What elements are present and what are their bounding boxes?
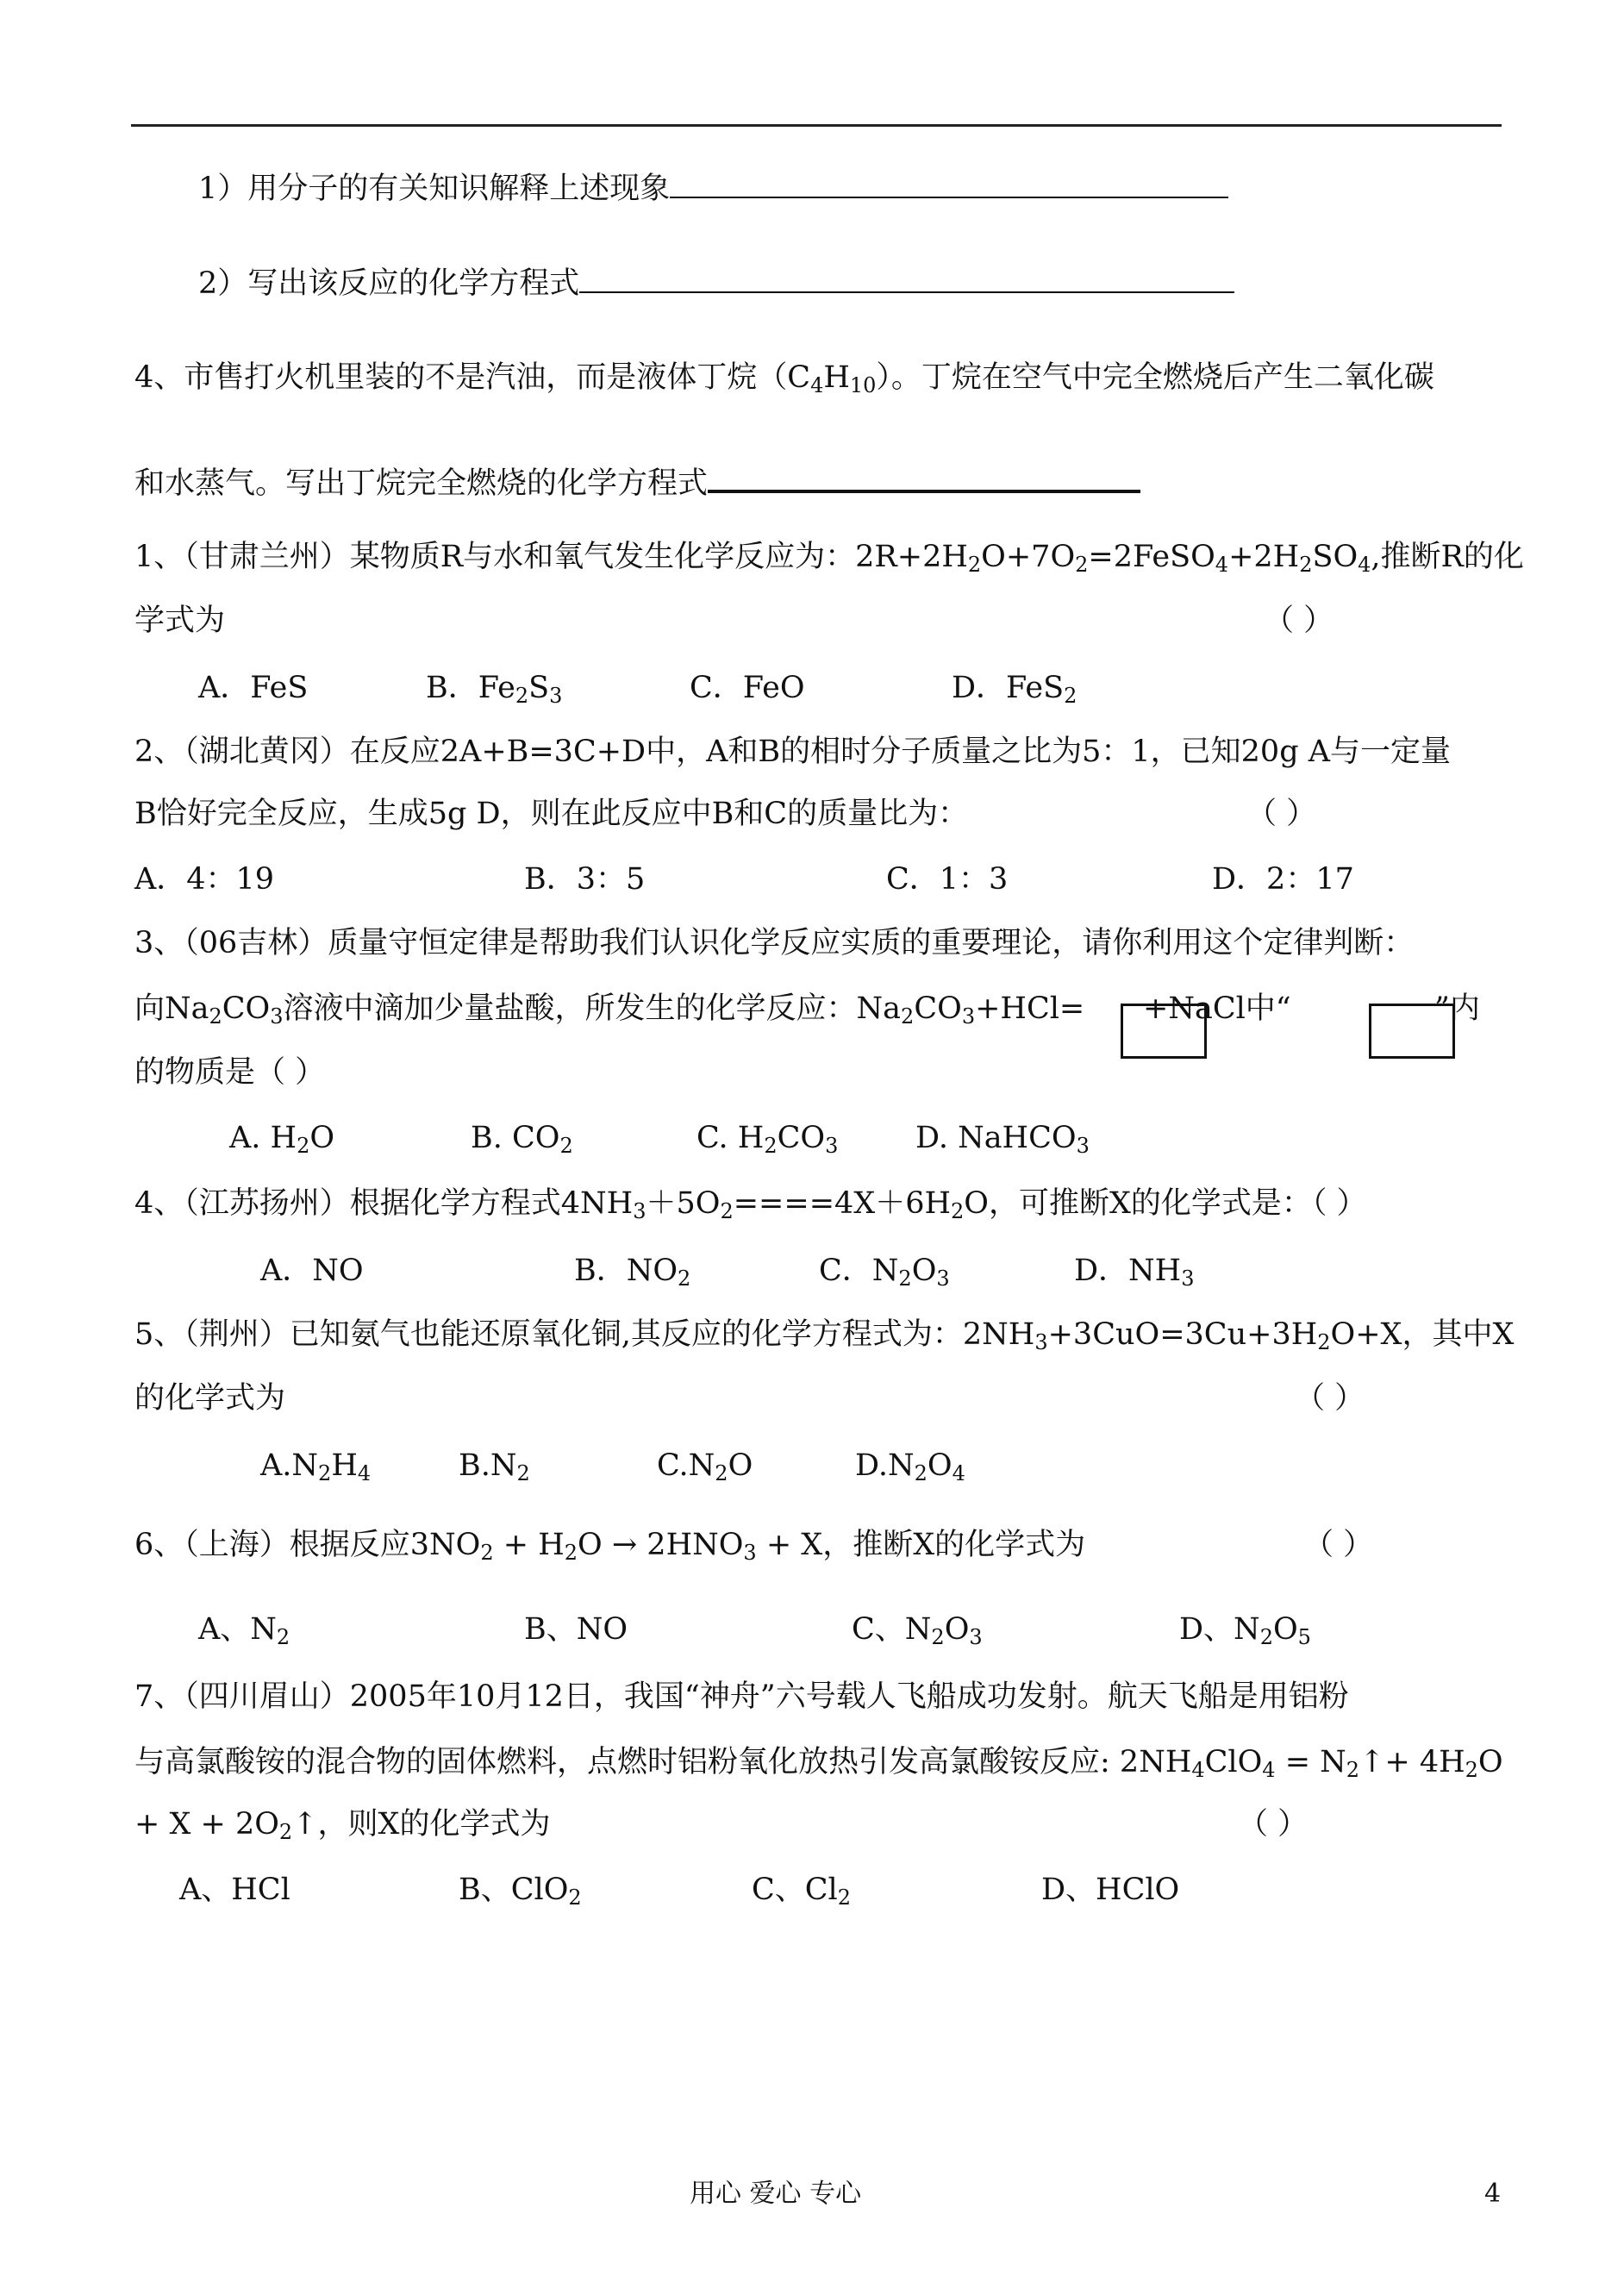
q7-line3: + $X + 2O_2↑$，则X的化学式为 — [134, 1807, 551, 1844]
answer-blank[interactable] — [579, 260, 1234, 293]
q3-line2-left: 向$Na_2CO_3$溶液中滴加少量盐酸，所发生的化学反应：$Na_2CO_3+HCl=$ — [134, 991, 1085, 1029]
q3-line3: 的物质是（ ） — [134, 1055, 326, 1090]
q4-option-a[interactable]: A．NO — [260, 1254, 364, 1288]
q2-option-d[interactable]: D．2：17 — [1212, 862, 1354, 897]
q2-option-a[interactable]: A．4：19 — [134, 862, 275, 897]
q5-option-b[interactable]: $B.N_2$ — [459, 1448, 530, 1485]
q3-line2-end: ”内 — [1434, 991, 1480, 1026]
page-number: 4 — [1484, 2179, 1502, 2209]
q5-line1: 5、（荆州）已知氨气也能还原氧化铜,其反应的化学方程式为：$2NH_3+3CuO=3Cu+3H_2O+X$，其中X — [134, 1317, 1515, 1354]
q6-option-c[interactable]: C、$N_2O_3$ — [852, 1612, 983, 1649]
q6-option-b[interactable]: B、NO — [524, 1612, 628, 1647]
q5-option-c[interactable]: $C.N_2O$ — [657, 1448, 753, 1485]
q1-answer-paren[interactable]: （ ） — [1264, 603, 1334, 638]
q7-line1: 7、（四川眉山）2005年10月12日，我国“神舟”六号载人飞船成功发射。航天飞船是用铝粉 — [134, 1679, 1349, 1714]
q4-line1: 4、（江苏扬州）根据化学方程式$4NH_3+5O_2====4X+6H_2O$，可推断X的化学式是：（ ） — [134, 1186, 1367, 1223]
q7-option-d[interactable]: D、HClO — [1041, 1873, 1180, 1907]
q3-option-c[interactable]: C. $H_2CO_3$ — [696, 1121, 839, 1158]
q6-answer-paren[interactable]: （ ） — [1303, 1528, 1374, 1562]
q5-option-a[interactable]: $A.N_2H_4$ — [260, 1448, 372, 1485]
q7-option-c[interactable]: C、$Cl_2$ — [752, 1873, 852, 1910]
q7-option-b[interactable]: B、ClO$_2$ — [459, 1873, 582, 1910]
footer-motto: 用心 爱心 专心 — [690, 2179, 862, 2209]
q1-option-b[interactable]: B．$Fe_2S_3$ — [426, 671, 563, 708]
q3-option-b[interactable]: B. $CO_2$ — [471, 1121, 573, 1158]
q5-answer-paren[interactable]: （ ） — [1295, 1381, 1365, 1416]
q1-option-a[interactable]: A．FeS — [198, 671, 309, 705]
q4-option-c[interactable]: C．$N_2O_3$ — [819, 1254, 950, 1291]
q1-line2: 学式为 — [134, 603, 226, 638]
answer-blank[interactable] — [708, 459, 1140, 493]
q2-option-b[interactable]: B．3：5 — [524, 862, 646, 897]
q2-line2: B恰好完全反应，生成5g D，则在此反应中B和C的质量比为： — [134, 797, 969, 831]
butane-question-line1: 4、市售打火机里装的不是汽油，而是液体丁烷$(C_4H_{10})$。丁烷在空气中完全燃烧后产生二氧化碳 — [134, 360, 1434, 397]
q2-option-c[interactable]: C．1：3 — [886, 862, 1009, 897]
q1-line1: 1、（甘肃兰州）某物质R与水和氧气发生化学反应为：$2R+2H_2O+7O_2=2FeSO_4+2H_2SO_4$,推断R的化 — [134, 540, 1524, 577]
q3-line2-right: +NaCl中“ — [1143, 991, 1291, 1026]
q1-option-d[interactable]: D．FeS$_2$ — [952, 671, 1077, 708]
sub-question-2: 2）写出该反应的化学方程式 — [198, 260, 1234, 303]
q6-line1: 6、（上海）根据反应$3NO_2 + H_2O \to 2HNO_3 + X$，推断X的化学式为 — [134, 1528, 1086, 1565]
answer-blank[interactable] — [670, 166, 1228, 198]
q3-option-d[interactable]: D. NaHCO$_3$ — [915, 1121, 1090, 1158]
q4-option-b[interactable]: B．$NO_2$ — [574, 1254, 691, 1291]
q7-option-a[interactable]: A、HCl — [179, 1873, 290, 1907]
q7-line2: 与高氯酸铵的混合物的固体燃料，点燃时铝粉氧化放热引发高氯酸铵反应: $2NH_4ClO_4$ = $N_2↑+ 4H_2O$ — [134, 1745, 1503, 1782]
q6-option-d[interactable]: D、$N_2O_5$ — [1179, 1612, 1311, 1649]
q4-option-d[interactable]: D．$NH_3$ — [1074, 1254, 1195, 1291]
q2-line1: 2、（湖北黄冈）在反应2A+B=3C+D中，A和B的相时分子质量之比为5：1，已知20g A与一定量 — [134, 735, 1451, 769]
answer-box[interactable] — [1121, 1004, 1207, 1059]
butane-question-line2: 和水蒸气。写出丁烷完全燃烧的化学方程式 — [134, 459, 1140, 503]
sub-question-1: 1）用分子的有关知识解释上述现象 — [198, 166, 1228, 208]
answer-box-quoted[interactable] — [1369, 1004, 1455, 1059]
header-rule — [131, 124, 1502, 127]
q2-answer-paren[interactable]: （ ） — [1246, 797, 1317, 831]
q7-answer-paren[interactable]: （ ） — [1238, 1807, 1309, 1842]
q5-line2: 的化学式为 — [134, 1381, 286, 1416]
q3-option-a[interactable]: A. $H_2O$ — [229, 1121, 335, 1158]
q5-option-d[interactable]: $D.N_2O_4$ — [855, 1448, 965, 1485]
q6-option-a[interactable]: A、$N_2$ — [198, 1612, 290, 1649]
q3-line1: 3、（06吉林）质量守恒定律是帮助我们认识化学反应实质的重要理论，请你利用这个定律判断： — [134, 926, 1415, 960]
q1-option-c[interactable]: C．FeO — [690, 671, 805, 705]
